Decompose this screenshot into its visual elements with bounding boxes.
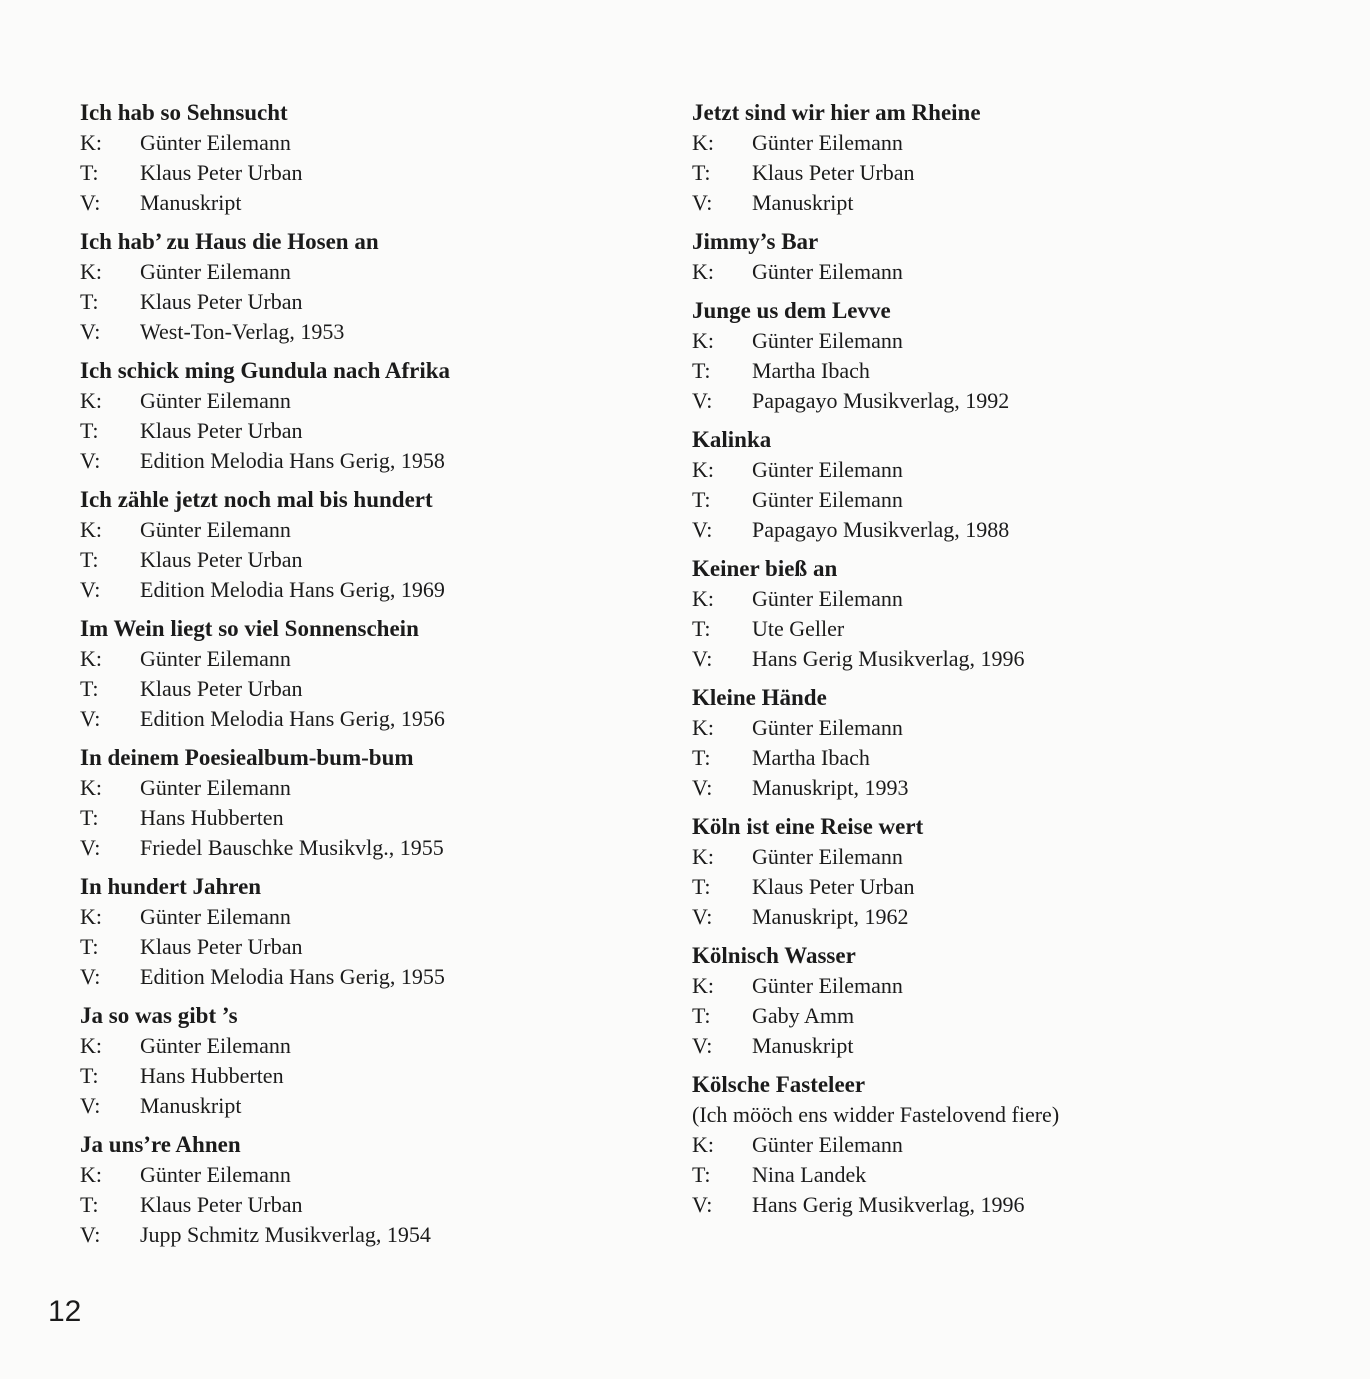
credit-name: Günter Eilemann	[752, 328, 903, 353]
credit-line	[80, 287, 670, 317]
credit-role: T:	[692, 616, 711, 641]
credit-line	[80, 833, 670, 863]
credit-name: Günter Eilemann	[752, 844, 903, 869]
credit-role: T:	[692, 358, 711, 383]
credit-line	[692, 1190, 1282, 1220]
credit-line	[692, 842, 1282, 872]
credit-name: Klaus Peter Urban	[140, 547, 303, 572]
credit-name: Günter Eilemann	[140, 130, 291, 155]
credit-line	[80, 962, 670, 992]
credit-role: V:	[692, 646, 713, 671]
credit-name: Hans Hubberten	[140, 1063, 284, 1088]
credit-name: Manuskript	[140, 1093, 242, 1118]
credit-name: Edition Melodia Hans Gerig, 1969	[140, 577, 445, 602]
credit-role: K:	[80, 517, 102, 542]
credit-name: Günter Eilemann	[752, 973, 903, 998]
credit-role: K:	[80, 388, 102, 413]
song-entry	[80, 614, 670, 734]
credit-role: T:	[80, 418, 99, 443]
left-column	[80, 98, 670, 1259]
credit-line	[80, 446, 670, 476]
credit-line	[80, 317, 670, 347]
credit-role: K:	[692, 259, 714, 284]
credit-role: K:	[80, 1033, 102, 1058]
credit-line	[692, 515, 1282, 545]
credit-role: T:	[80, 289, 99, 314]
credit-line	[692, 1031, 1282, 1061]
credit-name: Günter Eilemann	[140, 1033, 291, 1058]
credit-name: Hans Hubberten	[140, 805, 284, 830]
credit-role: K:	[80, 259, 102, 284]
credit-line	[80, 644, 670, 674]
song-entry	[80, 356, 670, 476]
song-entry	[692, 941, 1282, 1061]
song-entry	[80, 485, 670, 605]
credit-name: Günter Eilemann	[752, 259, 903, 284]
credit-line	[80, 1061, 670, 1091]
credit-line	[80, 902, 670, 932]
credit-name: Hans Gerig Musikverlag, 1996	[752, 1192, 1025, 1217]
credit-line	[80, 1160, 670, 1190]
credit-role: V:	[692, 190, 713, 215]
credit-name: Klaus Peter Urban	[140, 289, 303, 314]
song-title: Keiner biеß an	[692, 556, 838, 581]
credit-role: V:	[692, 904, 713, 929]
song-title: Ich schick ming Gundula nach Afrika	[80, 358, 451, 383]
credit-line	[692, 455, 1282, 485]
credit-name: Martha Ibach	[752, 358, 870, 383]
credit-line	[692, 902, 1282, 932]
credit-line	[692, 326, 1282, 356]
credit-role: V:	[692, 517, 713, 542]
credit-line	[692, 773, 1282, 803]
credit-name: West-Ton-Verlag, 1953	[140, 319, 345, 344]
credit-name: Klaus Peter Urban	[752, 160, 915, 185]
credit-name: Edition Melodia Hans Gerig, 1956	[140, 706, 445, 731]
song-title: Ich hab so Sehnsucht	[80, 100, 288, 125]
credit-name: Manuskript	[752, 1033, 854, 1058]
credit-name: Günter Eilemann	[140, 388, 291, 413]
credit-name: Günter Eilemann	[752, 1132, 903, 1157]
credit-name: Manuskript	[140, 190, 242, 215]
credit-line	[80, 773, 670, 803]
credit-name: Edition Melodia Hans Gerig, 1955	[140, 964, 445, 989]
credit-line	[80, 932, 670, 962]
credit-role: V:	[80, 577, 101, 602]
credit-line	[692, 971, 1282, 1001]
credit-role: K:	[80, 1162, 102, 1187]
credit-line	[692, 356, 1282, 386]
credit-role: K:	[80, 130, 102, 155]
song-entry	[80, 98, 670, 218]
credit-role: V:	[692, 388, 713, 413]
credit-line	[80, 803, 670, 833]
credit-name: Klaus Peter Urban	[752, 874, 915, 899]
song-entry	[80, 1001, 670, 1121]
credit-line	[80, 416, 670, 446]
credit-name: Günter Eilemann	[752, 457, 903, 482]
credit-name: Martha Ibach	[752, 745, 870, 770]
credit-line	[692, 584, 1282, 614]
credit-line	[80, 1190, 670, 1220]
credit-role: K:	[692, 1132, 714, 1157]
credit-name: Klaus Peter Urban	[140, 934, 303, 959]
credit-role: V:	[692, 1192, 713, 1217]
credit-name: Günter Eilemann	[140, 775, 291, 800]
credit-name: Klaus Peter Urban	[140, 676, 303, 701]
song-entry	[692, 554, 1282, 674]
credit-name: Papagayo Musikverlag, 1992	[752, 388, 1010, 413]
song-entry	[80, 743, 670, 863]
song-title: Köln ist eine Reise wert	[692, 814, 924, 839]
credit-name: Manuskript	[752, 190, 854, 215]
credit-role: T:	[80, 1192, 99, 1217]
credit-role: K:	[692, 457, 714, 482]
song-subtitle: (Ich mööch ens widder Fastelovend fiere)	[692, 1102, 1060, 1127]
credit-name: Günter Eilemann	[140, 646, 291, 671]
credit-line	[80, 128, 670, 158]
credit-role: K:	[80, 646, 102, 671]
song-title: In hundert Jahren	[80, 874, 262, 899]
credit-line	[80, 188, 670, 218]
credit-line	[80, 257, 670, 287]
credit-role: K:	[692, 844, 714, 869]
song-title: Ich hab’ zu Haus die Hosen an	[80, 229, 379, 254]
song-title: Kleine Hände	[692, 685, 827, 710]
credit-role: V:	[80, 706, 101, 731]
credit-line	[692, 158, 1282, 188]
credit-role: V:	[80, 964, 101, 989]
credit-role: V:	[80, 1093, 101, 1118]
credit-line	[80, 158, 670, 188]
credit-name: Edition Melodia Hans Gerig, 1958	[140, 448, 445, 473]
credit-role: K:	[692, 715, 714, 740]
credit-role: K:	[692, 328, 714, 353]
credit-role: T:	[692, 874, 711, 899]
credit-role: K:	[80, 775, 102, 800]
song-title: Jimmy’s Bar	[692, 229, 819, 254]
credit-name: Ute Geller	[752, 616, 845, 641]
song-title: Kölsche Fasteleer	[692, 1072, 866, 1097]
credit-name: Günter Eilemann	[752, 130, 903, 155]
credit-name: Manuskript, 1993	[752, 775, 909, 800]
song-title: In deinem Poesiealbum-bum-bum	[80, 745, 414, 770]
credit-line	[80, 1091, 670, 1121]
credit-line	[80, 386, 670, 416]
credit-role: T:	[692, 1003, 711, 1028]
credit-line	[80, 515, 670, 545]
credit-line	[80, 575, 670, 605]
song-entry	[692, 227, 1282, 287]
song-entry	[80, 1130, 670, 1250]
song-entry	[692, 683, 1282, 803]
song-title: Ja uns’re Ahnen	[80, 1132, 241, 1157]
credit-role: V:	[80, 190, 101, 215]
credit-name: Günter Eilemann	[140, 1162, 291, 1187]
credit-name: Jupp Schmitz Musikverlag, 1954	[140, 1222, 431, 1247]
song-entry	[692, 812, 1282, 932]
credit-role: T:	[692, 160, 711, 185]
credit-role: T:	[692, 1162, 711, 1187]
credit-role: T:	[80, 805, 99, 830]
credit-role: K:	[692, 973, 714, 998]
credit-line	[692, 485, 1282, 515]
credit-line	[692, 1160, 1282, 1190]
credit-line	[80, 1031, 670, 1061]
credit-name: Klaus Peter Urban	[140, 1192, 303, 1217]
credit-line	[80, 674, 670, 704]
song-title: Kölnisch Wasser	[692, 943, 856, 968]
song-title: Junge us dem Levve	[692, 298, 891, 323]
credit-name: Friedel Bauschke Musikvlg., 1955	[140, 835, 444, 860]
credit-role: K:	[692, 586, 714, 611]
credit-line	[692, 614, 1282, 644]
song-entry	[692, 98, 1282, 218]
credit-name: Klaus Peter Urban	[140, 418, 303, 443]
credit-role: T:	[80, 547, 99, 572]
credit-line	[692, 713, 1282, 743]
credit-line	[80, 704, 670, 734]
credit-line	[692, 644, 1282, 674]
credit-role: T:	[692, 487, 711, 512]
credit-name: Manuskript, 1962	[752, 904, 909, 929]
credit-line	[692, 872, 1282, 902]
song-title: Jetzt sind wir hier am Rheine	[692, 100, 981, 125]
song-entry	[692, 425, 1282, 545]
page-number: 12	[48, 1295, 82, 1328]
song-entry	[80, 872, 670, 992]
song-title: Ja so was gibt ’s	[80, 1003, 238, 1028]
credit-role: V:	[80, 319, 101, 344]
credit-name: Papagayo Musikverlag, 1988	[752, 517, 1010, 542]
song-entry	[692, 296, 1282, 416]
credit-name: Günter Eilemann	[752, 715, 903, 740]
credit-role: T:	[80, 934, 99, 959]
credit-role: V:	[80, 835, 101, 860]
song-entry	[692, 1070, 1282, 1220]
credit-role: K:	[692, 130, 714, 155]
credit-role: V:	[692, 775, 713, 800]
song-title: Im Wein liegt so viel Sonnenschein	[80, 616, 419, 641]
credit-line	[692, 1001, 1282, 1031]
credit-line	[80, 545, 670, 575]
credit-name: Günter Eilemann	[752, 487, 903, 512]
credit-name: Günter Eilemann	[140, 517, 291, 542]
credit-role: T:	[80, 160, 99, 185]
song-entry	[80, 227, 670, 347]
credit-line	[692, 257, 1282, 287]
credit-name: Hans Gerig Musikverlag, 1996	[752, 646, 1025, 671]
song-title: Ich zähle jetzt noch mal bis hundert	[80, 487, 433, 512]
credit-role: V:	[80, 1222, 101, 1247]
credit-line	[80, 1220, 670, 1250]
song-title: Kalinka	[692, 427, 772, 452]
credit-name: Günter Eilemann	[140, 904, 291, 929]
credit-role: T:	[692, 745, 711, 770]
credit-line	[692, 128, 1282, 158]
credit-name: Klaus Peter Urban	[140, 160, 303, 185]
credit-name: Nina Landek	[752, 1162, 867, 1187]
credit-name: Günter Eilemann	[140, 259, 291, 284]
credit-name: Gaby Amm	[752, 1003, 855, 1028]
credit-role: T:	[80, 676, 99, 701]
right-column	[692, 98, 1282, 1229]
credit-role: V:	[692, 1033, 713, 1058]
credit-role: V:	[80, 448, 101, 473]
credit-name: Günter Eilemann	[752, 586, 903, 611]
credit-line	[692, 743, 1282, 773]
credit-role: T:	[80, 1063, 99, 1088]
credit-line	[692, 1130, 1282, 1160]
credit-role: K:	[80, 904, 102, 929]
credit-line	[692, 188, 1282, 218]
credit-line	[692, 386, 1282, 416]
